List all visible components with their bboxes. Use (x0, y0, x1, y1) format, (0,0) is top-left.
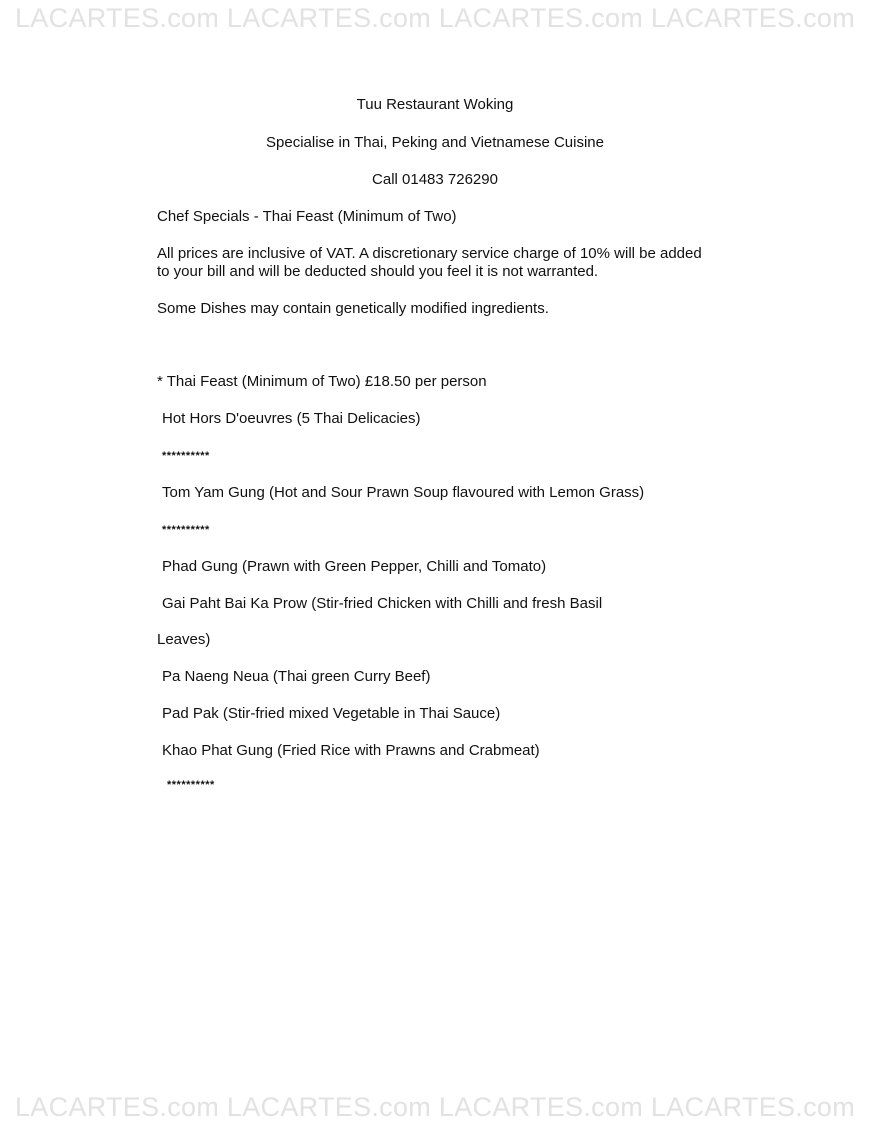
menu-item-pa-naeng-neua: Pa Naeng Neua (Thai green Curry Beef) (162, 668, 431, 685)
watermark-bottom: LACARTES.com LACARTES.com LACARTES.com LACARTES.com (14, 1092, 856, 1122)
menu-item-gai-paht-bai-ka-prow-continued: Leaves) (157, 631, 211, 648)
watermark-top: LACARTES.com LACARTES.com LACARTES.com LACARTES.com (14, 3, 856, 33)
menu-item-pad-pak: Pad Pak (Stir-fried mixed Vegetable in Thai Sauce) (162, 705, 501, 722)
separator: ********** (162, 450, 210, 462)
separator: ********** (167, 779, 215, 791)
menu-item-khao-phat-gung: Khao Phat Gung (Fried Rice with Prawns and Crabmeat) (162, 742, 540, 759)
menu-item-phad-gung: Phad Gung (Prawn with Green Pepper, Chilli and Tomato) (162, 558, 547, 575)
phone-number: Call 01483 726290 (372, 171, 498, 188)
cuisine-specialty: Specialise in Thai, Peking and Vietnamese Cuisine (266, 134, 604, 151)
menu-item-gai-paht-bai-ka-prow: Gai Paht Bai Ka Prow (Stir-fried Chicken with Chilli and fresh Basil (162, 595, 603, 612)
menu-item-hors-doeuvres: Hot Hors D'oeuvres (5 Thai Delicacies) (162, 410, 421, 427)
gm-notice: Some Dishes may contain genetically modified ingredients. (157, 300, 549, 317)
feast-title: * Thai Feast (Minimum of Two) £18.50 per person (157, 373, 487, 390)
section-title: Chef Specials - Thai Feast (Minimum of Two) (157, 208, 457, 225)
menu-item-tom-yam-gung: Tom Yam Gung (Hot and Sour Prawn Soup flavoured with Lemon Grass) (162, 484, 645, 501)
separator: ********** (162, 524, 210, 536)
restaurant-name: Tuu Restaurant Woking (356, 96, 514, 113)
vat-notice: All prices are inclusive of VAT. A discretionary service charge of 10% will be added to your bill and will be deducted should you feel it is not warranted. (157, 245, 702, 280)
